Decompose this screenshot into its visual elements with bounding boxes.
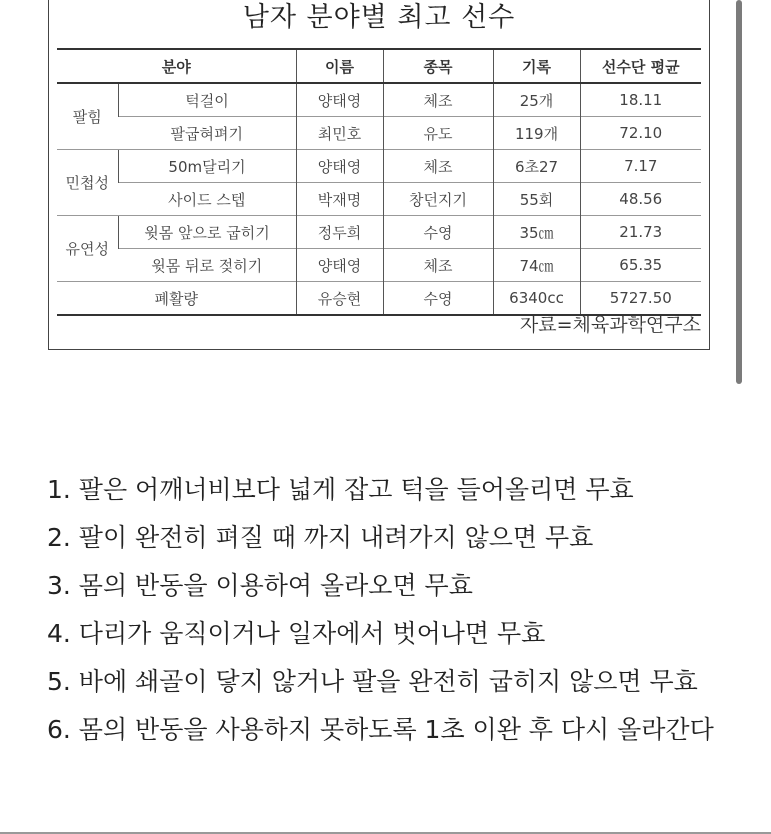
cell-event: 체조 xyxy=(383,249,493,282)
cell-record: 25개 xyxy=(493,83,580,117)
table-row xyxy=(57,249,701,282)
header-name: 이름 xyxy=(296,49,383,83)
cell-average: 21.73 xyxy=(580,216,701,249)
table-row xyxy=(57,183,701,216)
cell-name: 박재명 xyxy=(296,183,383,216)
cell-event: 유도 xyxy=(383,117,493,150)
cell-event: 창던지기 xyxy=(383,183,493,216)
table-row xyxy=(57,117,701,150)
cell-field: 사이드 스텝 xyxy=(118,183,296,216)
cell-record: 6340cc xyxy=(493,282,580,316)
rule-item: 1. 팔은 어깨너비보다 넓게 잡고 턱을 들어올리면 무효 xyxy=(47,475,634,504)
cell-average: 7.17 xyxy=(580,150,701,183)
cell-event: 체조 xyxy=(383,150,493,183)
cell-name: 유승현 xyxy=(296,282,383,316)
cell-field: 턱걸이 xyxy=(118,83,296,117)
cell-name: 정두희 xyxy=(296,216,383,249)
cell-record: 55회 xyxy=(493,183,580,216)
header-event: 종목 xyxy=(383,49,493,83)
table-header-row xyxy=(57,49,701,83)
group-flexibility: 유연성 xyxy=(57,216,118,282)
cell-record: 74㎝ xyxy=(493,249,580,282)
records-figure xyxy=(48,0,710,350)
cell-average: 65.35 xyxy=(580,249,701,282)
cell-field: 팔굽혀펴기 xyxy=(118,117,296,150)
table-row xyxy=(57,150,701,183)
cell-event: 체조 xyxy=(383,83,493,117)
group-agility: 민첩성 xyxy=(57,150,118,216)
rules-list xyxy=(47,466,727,754)
cell-name: 양태영 xyxy=(296,83,383,117)
cell-average: 5727.50 xyxy=(580,282,701,316)
cell-record: 6초27 xyxy=(493,150,580,183)
cell-field: 윗몸 앞으로 굽히기 xyxy=(118,216,296,249)
table-row xyxy=(57,83,701,117)
cell-record: 35㎝ xyxy=(493,216,580,249)
table-row xyxy=(57,216,701,249)
cell-field: 50m달리기 xyxy=(118,150,296,183)
rule-item: 4. 다리가 움직이거나 일자에서 벗어나면 무효 xyxy=(47,619,546,648)
cell-field: 폐활량 xyxy=(57,282,296,316)
group-arm: 팔힘 xyxy=(57,83,118,150)
rule-item: 2. 팔이 완전히 펴질 때 까지 내려가지 않으면 무효 xyxy=(47,523,594,552)
cell-record: 119개 xyxy=(493,117,580,150)
records-table xyxy=(57,48,701,316)
cell-average: 48.56 xyxy=(580,183,701,216)
cell-average: 72.10 xyxy=(580,117,701,150)
source-credit: 자료=체육과학연구소 xyxy=(519,314,701,336)
cell-event: 수영 xyxy=(383,282,493,316)
rule-item: 3. 몸의 반동을 이용하여 올라오면 무효 xyxy=(47,571,473,600)
cell-name: 양태영 xyxy=(296,150,383,183)
rule-item: 5. 바에 쇄골이 닿지 않거나 팔을 완전히 굽히지 않으면 무효 xyxy=(47,667,698,696)
figure-title: 남자 분야별 최고 선수 xyxy=(242,2,516,33)
cell-name: 양태영 xyxy=(296,249,383,282)
cell-average: 18.11 xyxy=(580,83,701,117)
header-average: 선수단 평균 xyxy=(580,49,701,83)
header-field: 분야 xyxy=(57,49,296,83)
header-record: 기록 xyxy=(493,49,580,83)
cell-event: 수영 xyxy=(383,216,493,249)
cell-field: 윗몸 뒤로 젖히기 xyxy=(118,249,296,282)
rule-item: 6. 몸의 반동을 사용하지 못하도록 1초 이완 후 다시 올라간다 xyxy=(47,715,714,744)
scrollbar-thumb[interactable] xyxy=(736,0,742,384)
cell-name: 최민호 xyxy=(296,117,383,150)
